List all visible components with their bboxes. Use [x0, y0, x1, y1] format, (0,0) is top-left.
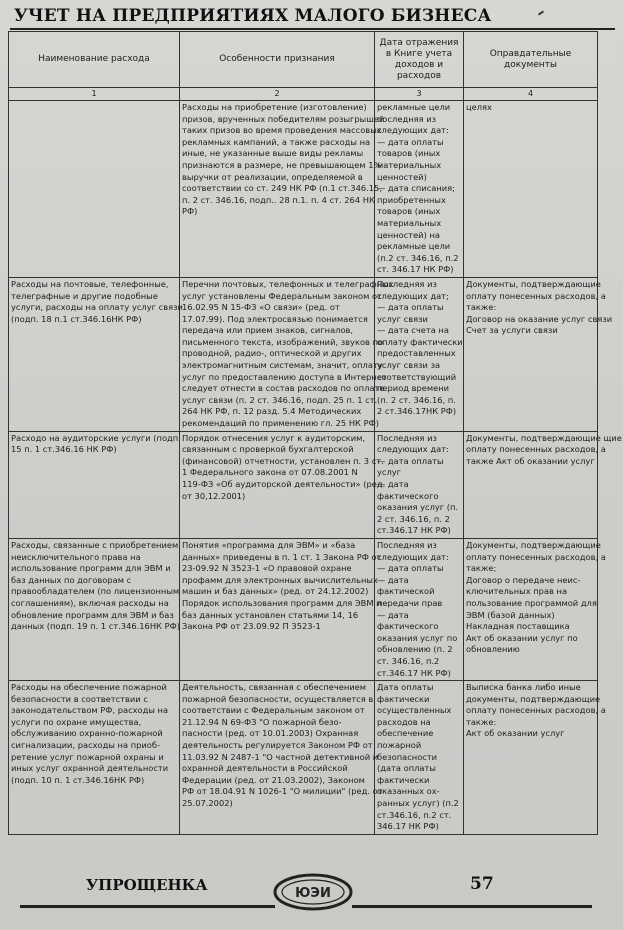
cell-text-line: Дата оплаты [377, 682, 434, 693]
cell-text-line: передачи прав [377, 597, 443, 608]
cell-text-line: соответствии со ст. 249 НК РФ (п.1 ст.346.15, [182, 183, 382, 194]
cell-text-line: данных» приведены в п. 1 ст. 1 Закона РФ от [182, 551, 382, 562]
cell-text-line: осуществленных [377, 705, 452, 716]
cell-text-line: обновление программ для ЭВМ и баз [11, 609, 174, 620]
cell-text-line: следует отнести в состав расходов по оплате [182, 383, 385, 394]
cell-text-line: письменного текста, изображений, звуков по [182, 336, 384, 347]
cell-text-line: — дата счета на [377, 325, 449, 336]
cell-text-line: ранных услуг) (п.2 [377, 798, 459, 809]
cell-text-line: последняя из [377, 113, 437, 124]
column-number-4: 4 [464, 88, 598, 101]
cell-text-line: ст.346.17 НК РФ) [377, 525, 451, 536]
cell-text-line: — дата [377, 479, 409, 489]
cell-text-line: следующих дат; [377, 290, 449, 301]
cell-text-line: период времени [377, 383, 450, 394]
cell-text-line: оплату понесенных расходов, а [466, 705, 606, 716]
expenses-table [8, 31, 622, 835]
table-cell [375, 538, 464, 680]
table-cell [180, 101, 385, 278]
cell-text-line: 16.02.95 N 15-ФЗ «О связи» (ред. от [182, 302, 340, 313]
cell-text-line: ст. 346.16, п.2 [377, 655, 440, 666]
cell-text-line: Выписка банка либо иные [466, 682, 581, 693]
cell-text-line: 2 ст. 346.16, п. 2 [377, 513, 450, 524]
cell-text-line: также: [466, 716, 497, 727]
cell-text-line: Последняя из [377, 539, 437, 550]
cell-text-line: Договор на оказание услуг связи [466, 313, 613, 324]
cell-text-line: рекламных кампаний, а также расходы на [182, 136, 371, 147]
table-cell [180, 277, 394, 431]
cell-text-line: оплату фактически [377, 336, 463, 347]
cell-text-line: товаров (иных [377, 148, 441, 159]
table-cell [9, 101, 180, 278]
cell-text-line: (подп. 10 п. 1 ст.346.16НК РФ) [11, 774, 145, 785]
cell-text-line: 11.03.92 N 2487-1 "О частной детективной и [182, 751, 379, 762]
cell-text-line: ценностей) на [377, 229, 440, 240]
cell-text-line: от 30,12.2001) [182, 490, 246, 501]
cell-text-line: оплату понесенных расходов, а [466, 551, 606, 562]
table-cell [375, 101, 464, 278]
table-cell [180, 538, 382, 680]
cell-text-line: услуг [377, 467, 402, 478]
table-cell [9, 431, 180, 538]
table-cell [9, 277, 183, 431]
cell-text-line: выручки от реализации, определяемой в [182, 171, 363, 182]
cell-text-line: Расходы на обеспечение пожарной [11, 682, 167, 693]
cell-text-line: соглашениям), включая расходы на [11, 597, 169, 608]
cell-text-line: охранной деятельности в Российской [182, 763, 348, 774]
table-cell [375, 431, 464, 538]
cell-text-line: документы, подтверждающие [466, 693, 601, 704]
cell-text-line: фактического [377, 621, 439, 632]
cell-text-line: обслуживанию охранно-пожарной [11, 728, 163, 739]
cell-text-line: 17.07.99). Под электросвязью понимается [182, 313, 368, 324]
cell-text-line: — дата [377, 609, 409, 620]
cell-text-line: ст. 346.17 НК РФ) [377, 264, 454, 275]
cell-text-line: (п.2 ст. 346.16, п.2 [377, 252, 459, 263]
column-header-recognition: Особенности признания [180, 32, 375, 88]
cell-text-line: — дата списания; [377, 183, 455, 194]
table-cell [375, 681, 464, 835]
cell-text-line: — дата оплаты [377, 563, 444, 574]
cell-text-line: рекомендаций по применению гл. 25 НК РФ) [182, 418, 379, 429]
table-row [9, 101, 598, 278]
cell-text-line: Порядок использования программ для ЭВМ и [182, 597, 382, 608]
cell-text-line: пасности (ред. от 10.01.2003) Охранная [182, 728, 359, 739]
table-cell [375, 277, 464, 431]
cell-text-line: услуг по предоставлению доступа в Интернет [182, 371, 387, 382]
cell-text-line: машин и баз данных» (ред. от 24.12.2002) [182, 586, 369, 597]
cell-text-line: п. 2 ст. 346.16, подп.. 28 п.1. п. 4 ст. 264 НК [182, 194, 375, 205]
cell-text-line: товаров (иных [377, 206, 441, 217]
cell-text-line: иные, не указанные выше виды рекламы [182, 148, 364, 159]
cell-text-line: Счет за услуги связи [466, 325, 558, 336]
header-rule [10, 28, 615, 30]
cell-text-line: фактически [377, 774, 430, 785]
cell-text-line: соответствии с Федеральным законом от [182, 705, 365, 716]
cell-text-line: рекламные цели [377, 102, 451, 112]
cell-text-line: оказания услуг по [377, 632, 458, 643]
cell-text-line: фактической [377, 586, 435, 597]
cell-text-line: Понятия «программа для ЭВМ» и «база [182, 539, 356, 550]
cell-text-line: следующих дат: [377, 551, 449, 562]
table-cell [180, 681, 383, 835]
cell-text-line: обновлению (п. 2 [377, 644, 453, 655]
cell-text-line: 21.12.94 N 69-ФЗ "О пожарной безо- [182, 716, 342, 727]
cell-text-line: 2 ст.346.17НК РФ) [377, 406, 457, 417]
column-number-3: 3 [375, 88, 464, 101]
table-row [9, 681, 598, 835]
cell-text-line: (дата оплаты [377, 763, 436, 774]
cell-text-line: неисключительного права на [11, 551, 141, 562]
cell-text-line: услуг связи (п. 2 ст. 346.16, подп. 25 п. 1 ст. [182, 394, 378, 405]
cell-text-line: ст.346.17 НК РФ) [377, 667, 451, 678]
cell-text-line: фактически [377, 693, 430, 704]
cell-text-line: Расходо на аудиторские услуги (подп. [11, 432, 181, 443]
cell-text-line: признаются в размере, не превышающем 1% [182, 159, 382, 170]
cell-text-line: — дата оплаты [377, 136, 444, 147]
table-cell [464, 277, 613, 431]
cell-text-line: электромагнитным системам, значит, оплату [182, 360, 383, 371]
cell-text-line: пожарной [377, 740, 422, 751]
table-cell [464, 101, 598, 278]
cell-text-line: — дата оплаты [377, 302, 444, 313]
cell-text-line: также; [466, 563, 497, 574]
cell-text-line: иных услуг охранной деятельности [11, 763, 169, 774]
footer-brand: УПРОЩЕНКА [86, 876, 208, 894]
cell-text-line: ретение услуг пожарной охраны и [11, 751, 164, 762]
cell-text-line: также Акт об оказании услуг [466, 455, 595, 466]
cell-text-line: оказания услуг (п. [377, 502, 459, 513]
column-header-documents: Оправдательные документы [464, 32, 598, 88]
table-row [9, 277, 598, 431]
cell-text-line: Накладная поставщика [466, 621, 570, 632]
cell-text-line: Акт об оказании услуг по [466, 632, 578, 643]
cell-text-line: Последняя из [377, 432, 437, 443]
cell-text-line: безопасности в соответствии с [11, 693, 148, 704]
cell-text-line: оплату понесенных расходов, а [466, 290, 606, 301]
cell-text-line: 15 п. 1 ст.346.16 НК РФ) [11, 444, 117, 455]
cell-text-line: Расходы на приобретение (изготовление) [182, 102, 367, 112]
cell-text-line: законодательством РФ, расходы на [11, 705, 169, 716]
cell-text-line: — дата оплаты [377, 455, 444, 466]
cell-text-line: 23-09.92 N 3523-1 «О правовой охране [182, 563, 352, 574]
cell-text-line: передача или прием знаков, сигналов, [182, 325, 354, 336]
column-number-1: 1 [9, 88, 180, 101]
cell-text-line: Федерации (ред. от 21.03.2002), Законом [182, 774, 365, 785]
cell-text-line: пожарной безопасности, осуществляется в [182, 693, 374, 704]
publisher-logo-icon [272, 872, 354, 912]
cell-text-line: Документы, подтверждающие щие [466, 432, 622, 443]
cell-text-line: Порядок отнесения услуг к аудиторским, [182, 432, 366, 443]
running-header-title: УЧЕТ НА ПРЕДПРИЯТИЯХ МАЛОГО БИЗНЕСА [14, 6, 492, 26]
cell-text-line: оплату понесенных расходов, а [466, 444, 606, 455]
cell-text-line: ЭВМ (базой данных) [466, 609, 555, 620]
cell-text-line: ценностей) [377, 171, 427, 182]
cell-text-line: Акт об оказании услуг [466, 728, 565, 739]
cell-text-line: Перечни почтовых, телефонных и телеграфных [182, 278, 394, 289]
cell-text-line: оказанных ох- [377, 786, 440, 797]
cell-text-line: услуги, расходы на оплату услуг связи [11, 302, 183, 313]
cell-text-line: Последняя из [377, 278, 437, 289]
table-cell [9, 538, 180, 680]
cell-text-line: баз данных по договорам с [11, 574, 132, 585]
cell-text-line: также: [466, 302, 497, 313]
footer-rule-right [352, 905, 592, 908]
cell-text-line: РФ от 18.04.91 N 1026-1 "О милиции" (ред. от [182, 786, 383, 797]
cell-text-line: 1 Федерального закона от 07.08.2001 N [182, 467, 358, 478]
cell-text-line: Расходы, связанные с приобретением [11, 539, 179, 550]
cell-text-line: целях [466, 102, 492, 112]
cell-text-line: пользование программой для [466, 597, 597, 608]
cell-text-line: — дата [377, 574, 409, 585]
cell-text-line: деятельность регулируется Законом РФ от [182, 740, 373, 751]
cell-text-line: рекламные цели [377, 241, 451, 252]
cell-text-line: обеспечение [377, 728, 434, 739]
cell-text-line: предоставленных [377, 348, 456, 359]
page-number: 57 [470, 874, 494, 894]
cell-text-line: следующих дат: [377, 125, 449, 136]
publisher-logo-text: ЮЭИ [295, 886, 331, 901]
column-header-expense-name: Наименование расхода [9, 32, 180, 88]
cell-text-line: данных (подп. 19 п. 1 ст.346.16НК РФ) [11, 621, 180, 632]
table-cell [464, 431, 622, 538]
cell-text-line: РФ) [182, 206, 198, 217]
cell-text-line: Закона РФ от 23.09.92 П 3523-1 [182, 621, 321, 632]
cell-text-line: безопасности [377, 751, 438, 762]
table-cell [464, 681, 606, 835]
cell-text-line: (финансовой) отчетности, установлен п. 3 ст. [182, 455, 384, 466]
cell-text-line: услуг связи за [377, 360, 441, 371]
cell-text-line: Деятельность, связанная с обеспечением [182, 682, 367, 693]
cell-text-line: (п. 2 ст. 346.16, п. [377, 394, 456, 405]
table-cell [464, 538, 606, 680]
table-cell [180, 431, 386, 538]
cell-text-line: использование программ для ЭВМ и [11, 563, 171, 574]
cell-text-line: расходов на [377, 716, 431, 727]
cell-text-line: 25.07.2002) [182, 798, 233, 809]
column-number-2: 2 [180, 88, 375, 101]
table-row [9, 538, 598, 680]
cell-text-line: услуг установлены Федеральным законом от [182, 290, 382, 301]
table-cell [9, 681, 180, 835]
cell-text-line: связанным с проверкой бухгалтерской [182, 444, 354, 455]
cell-text-line: 346.17 НК РФ) [377, 821, 439, 832]
cell-text-line: профамм для электронных вычислительных [182, 574, 378, 585]
cell-text-line: телеграфные и другие подобные [11, 290, 158, 301]
cell-text-line: приобретенных [377, 194, 446, 205]
cell-text-line: Расходы на почтовые, телефонные, [11, 278, 169, 289]
cell-text-line: 264 НК РФ, п. 12 разд. 5.4 Методических [182, 406, 362, 417]
cell-text-line: следующих дат: [377, 444, 449, 455]
footer-rule-left [20, 905, 275, 908]
cell-text-line: материальных [377, 217, 442, 228]
cell-text-line: Документы, подтверждающие [466, 539, 601, 550]
cell-text-line: ст.346.16, п.2 ст. [377, 809, 452, 820]
cell-text-line: услуг связи [377, 313, 428, 324]
cell-text-line: призов, врученных победителям розыгрышей [182, 113, 385, 124]
cell-text-line: таких призов во время проведения массовых [182, 125, 382, 136]
cell-text-line: правообладателем (по лицензионным [11, 586, 180, 597]
cell-text-line: Документы, подтверждающие [466, 278, 601, 289]
cell-text-line: сигнализации, расходы на приоб- [11, 740, 160, 751]
cell-text-line: материальных [377, 159, 442, 170]
cell-text-line: фактического [377, 490, 439, 501]
cell-text-line: баз данных установлен статьями 14, 16 [182, 609, 359, 620]
cell-text-line: Договор о передаче неис- [466, 574, 581, 585]
cell-text-line: (подп. 18 п.1 ст.346.16НК РФ) [11, 313, 142, 324]
table-row [9, 431, 598, 538]
cell-text-line: проводной, радио-, оптической и других [182, 348, 362, 359]
scan-mark [538, 10, 544, 15]
column-header-date: Дата отражения в Книге учета доходов и расходов [375, 32, 464, 88]
cell-text-line: обновлению [466, 644, 520, 655]
cell-text-line: 119-ФЗ «Об аудиторской деятельности» (ред. [182, 479, 386, 489]
cell-text-line: ключительных прав на [466, 586, 568, 597]
cell-text-line: услуги по охране имущества, [11, 716, 142, 727]
cell-text-line: соответствующий [377, 371, 457, 382]
